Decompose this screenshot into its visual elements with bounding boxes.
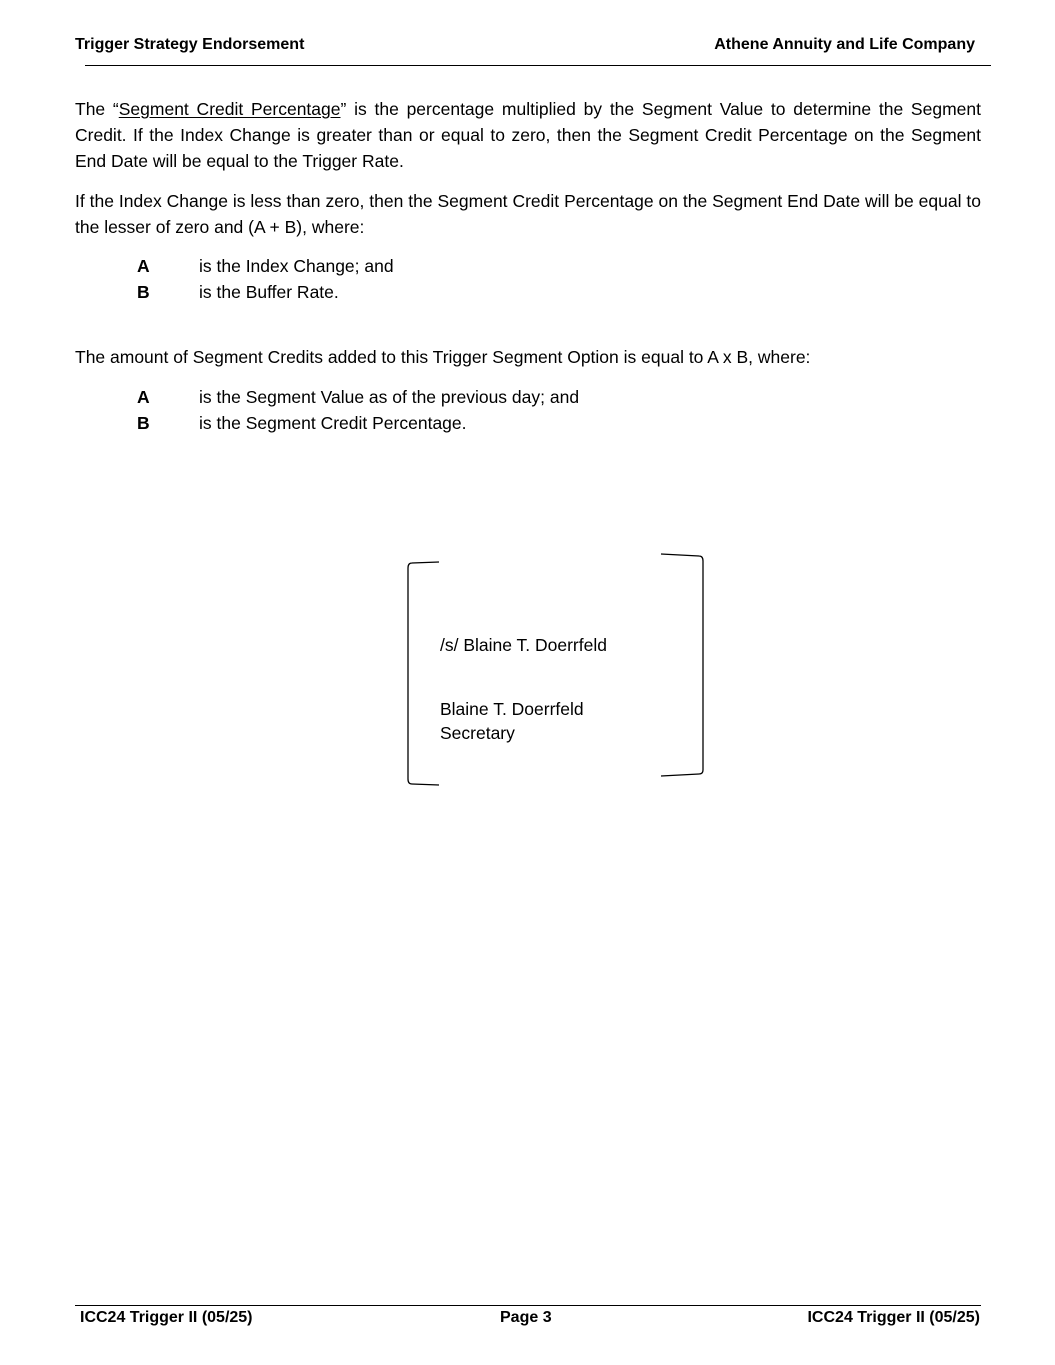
list-definition: is the Index Change; and	[199, 256, 394, 276]
list-term: A	[137, 256, 150, 276]
footer-form-code-left: ICC24 Trigger II (05/25)	[80, 1309, 253, 1326]
document-title: Trigger Strategy Endorsement	[75, 36, 305, 53]
list-definition: is the Segment Value as of the previous day; and	[199, 387, 580, 407]
paragraph-segment-credits-amount	[75, 344, 981, 370]
paragraph-1-lead: The “	[75, 99, 119, 119]
list-item	[137, 410, 579, 436]
definition-list-1	[137, 253, 394, 305]
left-bracket	[408, 562, 439, 785]
footer-form-code-right: ICC24 Trigger II (05/25)	[807, 1309, 980, 1326]
list-item	[137, 253, 394, 279]
paragraph-segment-credit-percentage	[75, 96, 981, 174]
paragraph-index-change-negative	[75, 188, 981, 240]
header-divider	[85, 65, 991, 66]
defined-term: Segment Credit Percentage	[118, 99, 341, 119]
right-bracket	[661, 554, 703, 776]
list-term: B	[137, 413, 150, 433]
signatory-title: Secretary	[440, 723, 515, 743]
paragraph-3-text: The amount of Segment Credits added to this Trigger Segment Option is equal to A x B, where:	[75, 347, 811, 367]
list-item	[137, 384, 579, 410]
paragraph-2-text: If the Index Change is less than zero, then the Segment Credit Percentage on the Segment End Date will be equal to the lesser of zero and (A + B), where:	[75, 191, 981, 237]
signatory-name: Blaine T. Doerrfeld	[440, 699, 584, 719]
list-item	[137, 279, 394, 305]
signature-line: /s/ Blaine T. Doerrfeld	[440, 635, 607, 655]
page-number: Page 3	[500, 1309, 552, 1326]
footer-divider	[75, 1305, 981, 1306]
list-definition: is the Segment Credit Percentage.	[199, 413, 467, 433]
list-term: B	[137, 282, 150, 302]
definition-list-2	[137, 384, 579, 436]
paragraph-1-body: ” is the percentage multiplied by the Segment Value to determine the Segment Credit. If the Index Change is greater than or equal to zero, then the Segment Credit Percentage on the Segment End Date will be equal to the Trigger Rate.	[75, 99, 981, 171]
company-name: Athene Annuity and Life Company	[714, 36, 975, 53]
list-term: A	[137, 387, 150, 407]
list-definition: is the Buffer Rate.	[199, 282, 339, 302]
